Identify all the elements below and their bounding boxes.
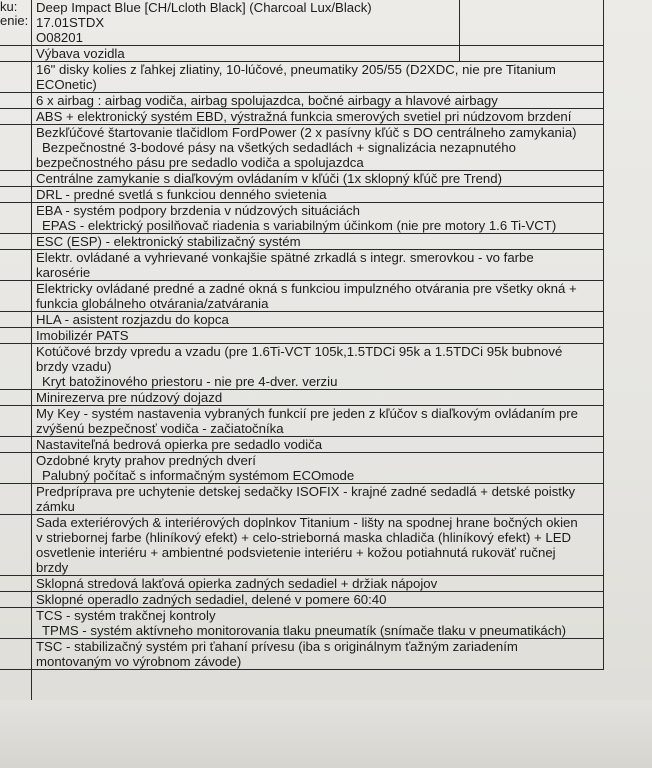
row-text: zámku [36,499,75,514]
table-row [31,484,603,515]
header-block [31,0,603,46]
row-text: Bezkľúčové štartovanie tlačidlom FordPower (2 x pasívny kľúč s DO centrálneho zamykania) [36,125,577,140]
left-row-line [0,186,31,187]
left-row-line [0,343,31,344]
equipment-table [31,0,604,670]
row-text: EBA - systém podpory brzdenia v núdzových situáciách [36,203,360,218]
table-row [31,203,603,234]
row-text: Centrálne zamykanie s diaľkovým ovládaním v kľúči (1x sklopný kľúč pre Trend) [36,171,502,186]
table-row [31,250,603,281]
left-row-line [0,61,31,62]
left-row-line [0,405,31,406]
row-text: HLA - asistent rozjazdu do kopca [36,312,229,327]
table-row [31,344,603,390]
row-text: Sada exteriérových & interiérových doplnkov Titanium - lišty na spodnej hrane bočných okien [36,515,578,530]
code-line: O08201 [36,30,83,45]
row-text: TCS - systém trakčnej kontroly [36,608,216,623]
table-row [31,109,603,125]
table-row [31,390,603,406]
row-text: TSC - stabilizačný systém pri ťahaní prívesu (iba s originálnym ťažným zariadením [36,639,518,654]
left-row-line [0,575,31,576]
row-text: ECOnetic) [36,77,97,92]
row-text: Elektr. ovládané a vyhrievané vonkajšie spätné zrkadlá s integr. smerovkou - vo farbe [36,250,534,265]
left-row-line [0,452,31,453]
row-text: EPAS - elektrický posilňovač riadenia s variabilným účinkom (nie pre motory 1.6 Ti-VCT) [42,218,557,233]
row-text: zvýšenú bezpečnosť vodiča - začiatočníka [36,421,284,436]
row-text: Ozdobné kryty prahov predných dverí [36,453,256,468]
color-line: Deep Impact Blue [CH/Lcloth Black] (Charcoal Lux/Black) [36,0,372,15]
row-text: Nastaviteľná bedrová opierka pre sedadlo vodiča [36,437,323,452]
row-text: Predpríprava pre uchytenie detskej sedačky ISOFIX - krajné zadné sedadlá + detské poistky [36,484,576,499]
row-text: Minirezerva pre núdzový dojazd [36,390,223,405]
row-text: brzdy [36,560,69,575]
table-row [31,328,603,344]
table-row [31,406,603,437]
table-row [31,171,603,187]
row-text: funkcia globálneho otvárania/zatvárania [36,296,269,311]
row-text: ESC (ESP) - elektronický stabilizačný systém [36,234,301,249]
left-row-line [0,327,31,328]
left-row-line [0,483,31,484]
row-text: DRL - predné svetlá s funkciou denného svietenia [36,187,327,202]
row-text: Kryt batožinového priestoru - nie pre 4-dver. verziu [42,374,338,389]
table-row [31,453,603,484]
row-text: montovaným vo výrobnom závode) [36,654,242,669]
left-row-line [0,591,31,592]
table-row [31,437,603,453]
left-row-line [0,389,31,390]
left-row-line [0,202,31,203]
table-row [31,62,603,93]
left-row-line [0,607,31,608]
table-row [31,608,603,639]
row-text: Bezpečnostné 3-bodové pásy na všetkých sedadlách + signalizácia nezapnutého [42,140,516,155]
table-row [31,93,603,109]
left-row-line [0,124,31,125]
row-text: bezpečnostného pásu pre sedadlo vodiča a spolujazdca [36,155,364,170]
table-row [31,592,603,608]
left-row-line [0,108,31,109]
row-text: Imobilizér PATS [36,328,129,343]
table-row [31,576,603,592]
left-label-column [0,0,32,700]
row-text: 6 x airbag : airbag vodiča, airbag spolujazdca, bočné airbagy a hlavové airbagy [36,93,498,108]
table-row [31,515,603,576]
row-text: My Key - systém nastavenia vybraných funkcií pre jeden z kľúčov s diaľkovým ovládaním pre [36,406,579,421]
left-label: ku: [0,0,18,14]
left-row-line [0,436,31,437]
left-row-line [0,514,31,515]
table-row [31,234,603,250]
row-text: karosérie [36,265,91,280]
left-row-line [0,638,31,639]
table-row [31,187,603,203]
left-row-line [0,233,31,234]
row-text: Sklopná stredová lakťová opierka zadných sedadiel + držiak nápojov [36,576,438,591]
row-text: brzdy vzadu) [36,359,112,374]
row-text: 16" disky kolies z ľahkej zliatiny, 10-lúčové, pneumatiky 205/55 (D2XDC, nie pre Titanium [36,62,556,77]
row-text: ABS + elektronický systém EBD, výstražná funkcia smerových svetiel pri núdzovom brzdení [36,109,572,124]
column-divider [459,0,460,62]
page-margin [0,700,652,768]
table-row [31,639,603,670]
row-text: v striebornej farbe (hliníkový efekt) + celo-strieborná maska chladiča (hliníkový efekt) + LED [36,530,572,545]
code-line: 17.01STDX [36,15,105,30]
row-text: Elektricky ovládané predné a zadné okná s funkciou impulzného otvárania pre všetky okná + [36,281,577,296]
row-text: osvetlenie interiéru + ambientné podsvietenie interiéru + kožou potiahnutá rukoväť ručnej [36,545,556,560]
left-row-line [0,92,31,93]
table-row [31,312,603,328]
row-text: Kotúčové brzdy vpredu a vzadu (pre 1.6Ti-VCT 105k,1.5TDCi 95k a 1.5TDCi 95k bubnové [36,344,563,359]
left-row-line [0,249,31,250]
left-label: enie: [0,13,29,28]
row-text: Palubný počítač s informačným systémom ECOmode [42,468,355,483]
left-row-line [0,669,31,670]
left-row-line [0,280,31,281]
left-row-line [0,311,31,312]
left-row-line [0,170,31,171]
left-row-line [0,45,31,46]
row-text: Sklopné operadlo zadných sedadiel, delené v pomere 60:40 [36,592,387,607]
section-title: Výbava vozidla [31,46,603,62]
table-row [31,281,603,312]
table-row [31,125,603,171]
row-text: TPMS - systém aktívneho monitorovania tlaku pneumatík (snímače tlaku v pneumatikách) [42,623,567,638]
